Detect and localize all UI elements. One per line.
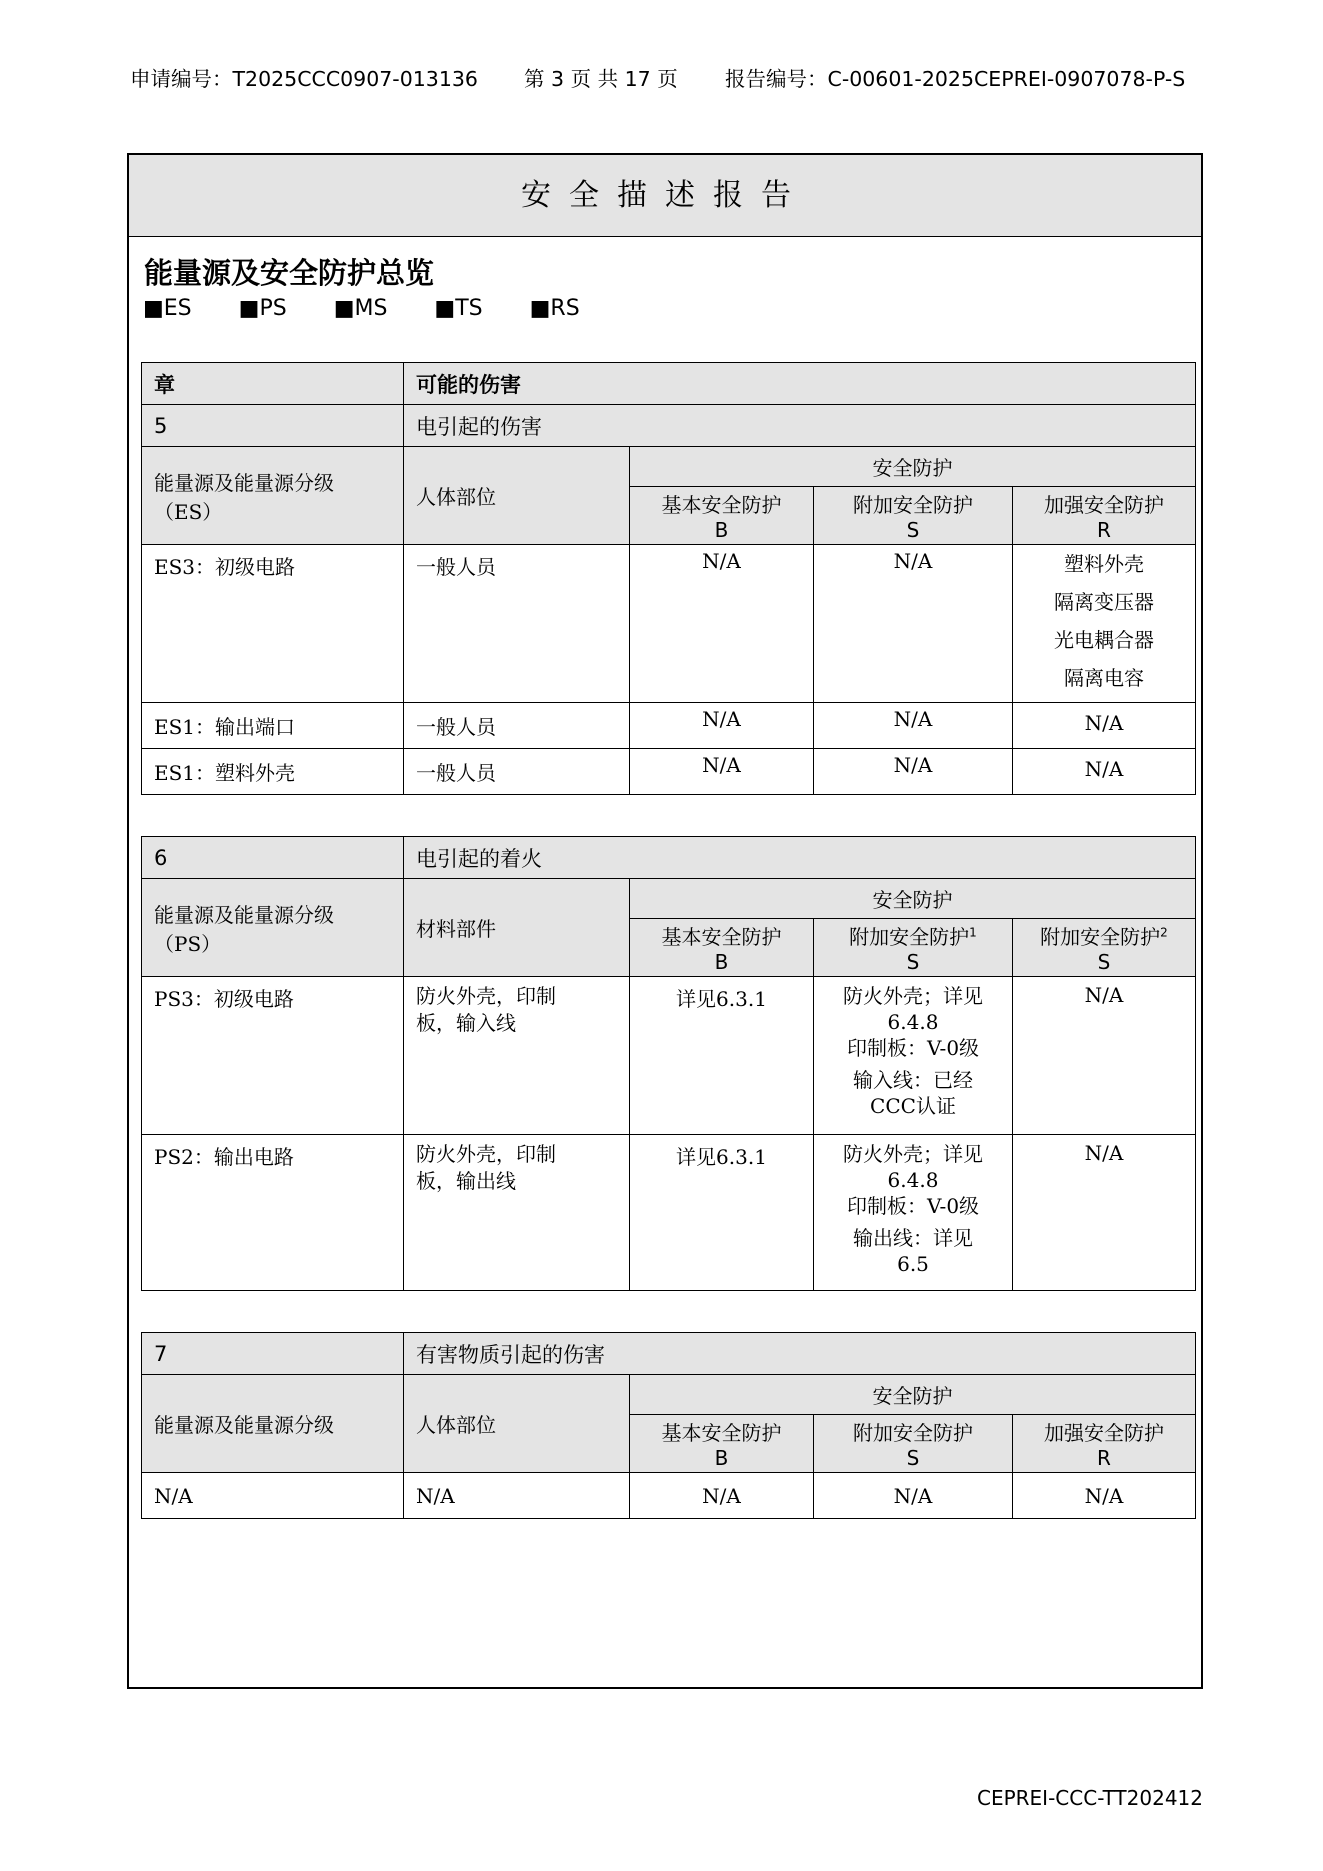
body-part: 一般人员 [404,749,630,795]
table-row [142,1473,1196,1519]
energy-source-legend [143,296,620,321]
material-part: 防火外壳，印制 板，输出线 [404,1135,630,1291]
safeguard-header: 安全防护 [630,879,1196,919]
material-part-header: 材料部件 [404,879,630,977]
table-row [142,1135,1196,1291]
energy-source-header: 能量源及能量源分级 [142,1375,404,1473]
supplementary-safeguard: N/A [814,703,1013,749]
table-electrical-injury [141,362,1196,795]
energy-source: ES3：初级电路 [142,545,404,703]
supplementary-safeguard-2: N/A [1013,977,1196,1135]
application-number: 申请编号：T2025CCC0907-013136 [130,67,478,91]
legend-es: ■ES [143,296,192,321]
material-part: 防火外壳，印制 板，输入线 [404,977,630,1135]
energy-source-header: 能量源及能量源分级 （ES） [142,447,404,545]
chapter-number: 5 [142,405,404,447]
energy-source: N/A [142,1473,404,1519]
form-code: CEPREI-CCC-TT202412 [976,1786,1203,1810]
chapter-number: 6 [142,837,404,879]
table-row [142,545,1196,703]
body-part-header: 人体部位 [404,1375,630,1473]
basic-safeguard: N/A [630,545,814,703]
energy-source-header: 能量源及能量源分级 （PS） [142,879,404,977]
reinforced-safeguard: N/A [1013,749,1196,795]
legend-ts: ■TS [434,296,483,321]
legend-ps: ■PS [238,296,287,321]
section-heading: 能量源及安全防护总览 [144,256,435,290]
report-frame [127,153,1203,1689]
basic-safeguard: N/A [630,1473,814,1519]
basic-safeguard-header: 基本安全防护 B [630,487,814,545]
supplementary-safeguard: N/A [814,545,1013,703]
col-chapter-header: 章 [142,363,404,405]
reinforced-safeguard: N/A [1013,1473,1196,1519]
table-row [142,749,1196,795]
basic-safeguard-header: 基本安全防护 B [630,1415,814,1473]
supplementary-safeguard-1: 防火外壳；详见 6.4.8 印制板：V-0级 输入线：已经 CCC认证 [814,977,1013,1135]
safeguard-header: 安全防护 [630,447,1196,487]
basic-safeguard: N/A [630,749,814,795]
supplementary-safeguard: N/A [814,1473,1013,1519]
hazard-name: 有害物质引起的伤害 [404,1333,1196,1375]
energy-source: ES1：塑料外壳 [142,749,404,795]
report-title: 安全描述报告 [129,155,1201,237]
basic-safeguard-header: 基本安全防护 B [630,919,814,977]
basic-safeguard: N/A [630,703,814,749]
energy-source: PS2：输出电路 [142,1135,404,1291]
table-electrical-fire [141,836,1196,1291]
legend-rs: ■RS [529,296,580,321]
supplementary-safeguard-header: 附加安全防护 S [814,1415,1013,1473]
body-part: 一般人员 [404,703,630,749]
body-part: N/A [404,1473,630,1519]
table-row [142,703,1196,749]
col-hazard-header: 可能的伤害 [404,363,1196,405]
basic-safeguard: 详见6.3.1 [630,1135,814,1291]
supplementary-safeguard-2: N/A [1013,1135,1196,1291]
energy-source: ES1：输出端口 [142,703,404,749]
supplementary-safeguard: N/A [814,749,1013,795]
basic-safeguard: 详见6.3.1 [630,977,814,1135]
supplementary-safeguard-header: 附加安全防护 S [814,487,1013,545]
supplementary-safeguard-1: 防火外壳；详见 6.4.8 印制板：V-0级 输出线：详见 6.5 [814,1135,1013,1291]
table-hazardous-substances [141,1332,1196,1519]
body-part: 一般人员 [404,545,630,703]
supplementary-safeguard-1-header: 附加安全防护$^1$ S [814,919,1013,977]
reinforced-safeguard-header: 加强安全防护 R [1013,487,1196,545]
reinforced-safeguard: 塑料外壳 隔离变压器 光电耦合器 隔离电容 [1013,545,1196,703]
energy-source: PS3：初级电路 [142,977,404,1135]
chapter-number: 7 [142,1333,404,1375]
safeguard-header: 安全防护 [630,1375,1196,1415]
report-number: 报告编号：C-00601-2025CEPREI-0907078-P-S [725,67,1186,91]
reinforced-safeguard: N/A [1013,703,1196,749]
hazard-name: 电引起的伤害 [404,405,1196,447]
table-row [142,977,1196,1135]
supplementary-safeguard-2-header: 附加安全防护$^2$ S [1013,919,1196,977]
reinforced-safeguard-header: 加强安全防护 R [1013,1415,1196,1473]
legend-ms: ■MS [333,296,388,321]
hazard-name: 电引起的着火 [404,837,1196,879]
body-part-header: 人体部位 [404,447,630,545]
page-info: 第 3 页 共 17 页 [524,67,678,91]
